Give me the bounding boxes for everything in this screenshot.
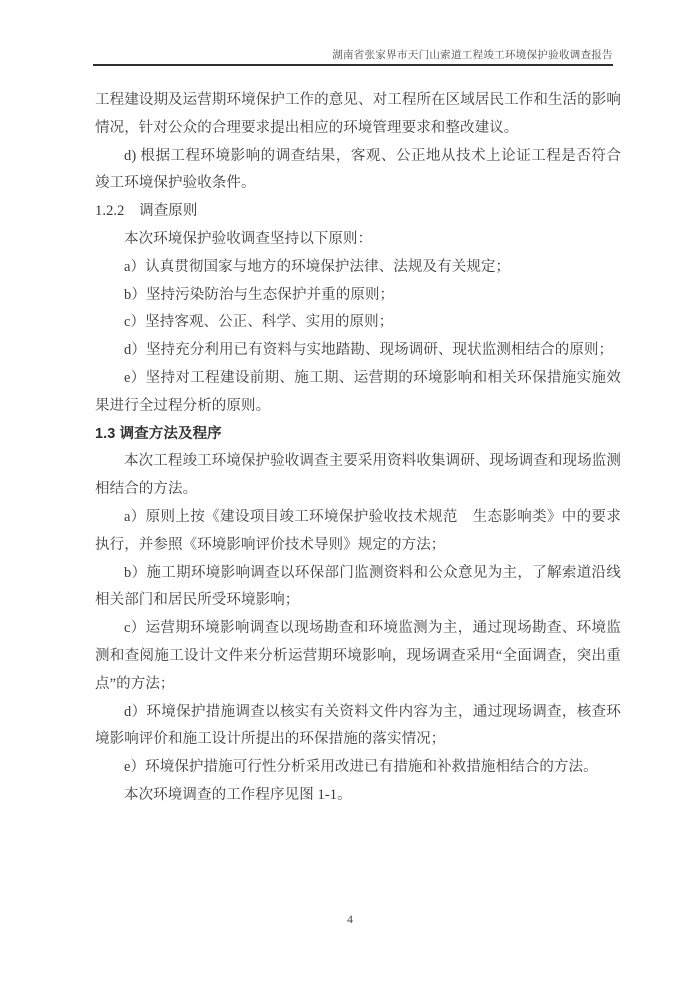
header-title: 湖南省张家界市天门山索道工程竣工环境保护验收调查报告	[332, 50, 613, 61]
list-item: a）认真贯彻国家与地方的环境保护法律、法规及有关规定；	[124, 258, 511, 275]
paragraph: 本次工程竣工环境保护验收调查主要采用资料收集调研、现场调查和现场监测相结合的方法。	[95, 453, 621, 498]
paragraph: 本次环境调查的工作程序见图 1-1。	[124, 786, 352, 803]
section-heading-1-3: 1.3 调查方法及程序	[95, 425, 222, 442]
paragraph: d) 根据工程环境影响的调查结果，客观、公正地从技术上论证工程是否符合竣工环境保护验收条件。	[95, 147, 621, 192]
list-item: d）坚持充分利用已有资料与实地踏勘、现场调研、现状监测相结合的原则；	[124, 342, 614, 359]
section-heading-1-2-2: 1.2.2 调查原则	[95, 203, 198, 220]
list-item: a）原则上按《建设项目竣工环境保护验收技术规范 生态影响类》中的要求执行，并参照《环境影响评价技术导则》规定的方法；	[95, 508, 621, 553]
page-header	[93, 47, 613, 62]
header-rule	[93, 64, 613, 66]
page-footer	[0, 912, 700, 927]
list-item: c）坚持客观、公正、科学、实用的原则；	[124, 314, 394, 331]
list-item: b）坚持污染防治与生态保护并重的原则；	[124, 286, 395, 303]
page-number: 4	[347, 912, 353, 926]
list-item: d）环境保护措施调查以核实有关资料文件内容为主，通过现场调查，核查环境影响评价和施工设计所提出的环保措施的落实情况；	[95, 703, 621, 748]
paragraph: 工程建设期及运营期环境保护工作的意见、对工程所在区域居民工作和生活的影响情况，针对公众的合理要求提出相应的环境管理要求和整改建议。	[95, 92, 621, 136]
document-body	[95, 87, 621, 810]
list-item: c）运营期环境影响调查以现场勘查和环境监测为主，通过现场勘查、环境监测和查阅施工设计文件来分析运营期环境影响，现场调查采用“全面调查，突出重点”的方法；	[95, 620, 621, 692]
list-item: e）坚持对工程建设前期、施工期、运营期的环境影响和相关环保措施实施效果进行全过程分析的原则。	[95, 369, 621, 414]
list-item: e）环境保护措施可行性分析采用改进已有措施和补救措施相结合的方法。	[124, 759, 598, 776]
list-item: b）施工期环境影响调查以环保部门监测资料和公众意见为主，了解索道沿线相关部门和居民所受环境影响；	[95, 564, 621, 609]
paragraph: 本次环境保护验收调查坚持以下原则：	[124, 230, 373, 247]
